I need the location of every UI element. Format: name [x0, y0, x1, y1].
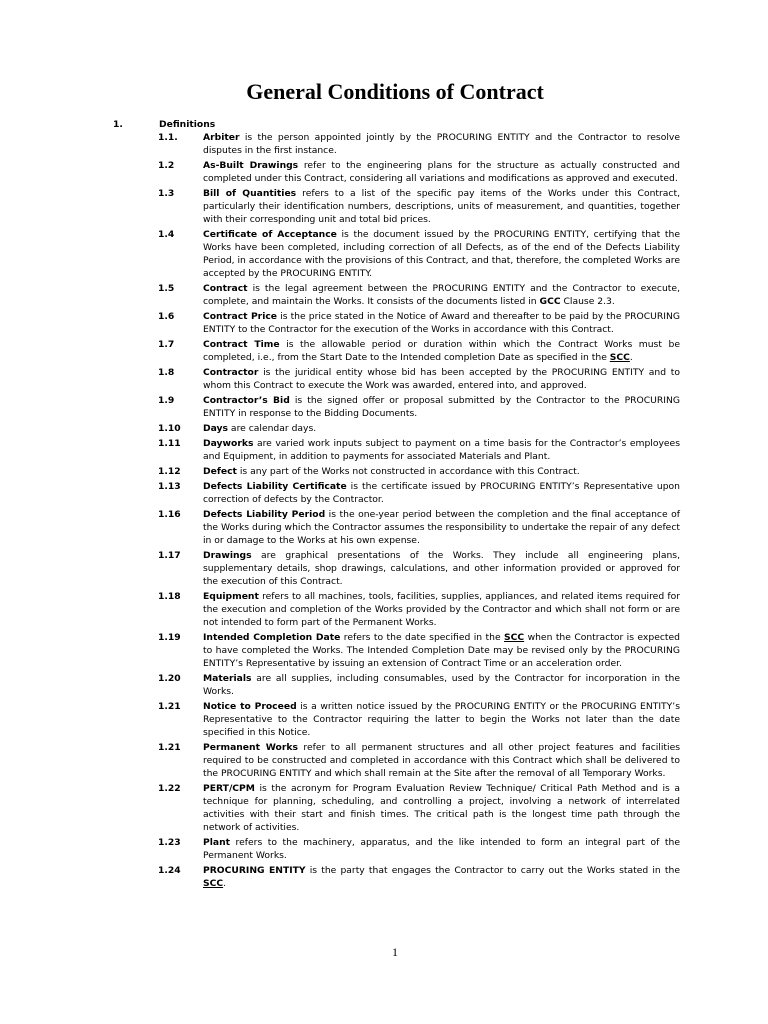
definition-item — [158, 631, 680, 670]
definition-term: Contract — [203, 283, 248, 294]
definition-term: Defect — [203, 466, 237, 477]
clause-reference: SCC — [203, 878, 224, 889]
definition-number: 1.4 — [158, 229, 175, 240]
definition-body: is a written notice issued by the PROCURING ENTITY or the PROCURING ENTITY’s Representative to the Contractor requiring the latter to begin the Works not later than the date specified in this Notice. — [203, 701, 680, 738]
definition-number: 1.13 — [158, 481, 181, 492]
definitions-list — [158, 131, 680, 892]
definition-text — [203, 782, 680, 834]
definition-term: Contract Time — [203, 339, 280, 350]
definition-number: 1.5 — [158, 283, 175, 294]
definition-number: 1.17 — [158, 550, 181, 561]
definition-text — [203, 864, 680, 890]
definition-term: Contract Price — [203, 311, 278, 322]
definition-item — [158, 549, 680, 588]
section-number: 1. — [113, 119, 123, 130]
definition-item — [158, 394, 680, 420]
definition-number: 1.3 — [158, 188, 175, 199]
definition-text — [203, 480, 680, 506]
definition-text — [203, 672, 680, 698]
definition-tail: . — [223, 878, 227, 889]
definition-item — [158, 282, 680, 308]
definition-text — [203, 282, 680, 308]
definition-text — [203, 590, 680, 629]
definition-number: 1.18 — [158, 591, 181, 602]
clause-reference: SCC — [609, 352, 630, 363]
definition-term: Days — [203, 423, 229, 434]
definition-item — [158, 131, 680, 157]
page-title: General Conditions of Contract — [246, 79, 544, 104]
clause-reference: SCC — [504, 632, 525, 643]
definition-body: is the acronym for Program Evaluation Review Technique/ Critical Path Method and is a technique for planning, scheduling, and controlling a project, involving a network of interrelated activities with their start and finish times. The critical path is the longest time path through the network of activities. — [203, 783, 680, 833]
definition-item — [158, 700, 680, 739]
definition-number: 1.16 — [158, 509, 181, 520]
definition-term: Materials — [203, 673, 252, 684]
page-number: 1 — [392, 945, 398, 959]
definition-number: 1.22 — [158, 783, 181, 794]
definition-text — [203, 228, 680, 280]
definition-body: is the one-year period between the completion and the final acceptance of the Works during which the Contractor assumes the responsibility to undertake the repair of any defect in or damage to the Works at his own expense. — [203, 509, 680, 546]
definition-body: are calendar days. — [228, 423, 317, 434]
definition-term: Plant — [203, 837, 231, 848]
definition-item — [158, 672, 680, 698]
definition-body: is the signed offer or proposal submitted by the Contractor to the PROCURING ENTITY in response to the Bidding Documents. — [203, 395, 680, 419]
definition-term: PROCURING ENTITY — [203, 865, 306, 876]
definition-body: is the document issued by the PROCURING ENTITY, certifying that the Works have been completed, including correction of all Defects, as of the end of the Defects Liability Period, in accordance with the provisions of this Contract, and that, therefore, the completed Works are accepted by the PROCURING ENTITY. — [203, 229, 680, 279]
definition-body: is the legal agreement between the PROCURING ENTITY and the Contractor to execute, complete, and maintain the Works. It consists of the documents listed in — [203, 283, 680, 307]
definition-item — [158, 310, 680, 336]
definition-text — [203, 131, 680, 157]
definition-item — [158, 366, 680, 392]
definition-body: are all supplies, including consumables, used by the Contractor for incorporation in the Works. — [203, 673, 680, 697]
definition-body: is the juridical entity whose bid has been accepted by the PROCURING ENTITY and to whom this Contract to execute the Work was awarded, entered into, and approved. — [203, 367, 680, 391]
definition-text — [203, 338, 680, 364]
definition-number: 1.19 — [158, 632, 181, 643]
definition-item — [158, 338, 680, 364]
definition-body: refer to the engineering plans for the structure as actually constructed and completed under this Contract, considering all variations and modifications as approved and executed. — [203, 160, 680, 184]
definition-tail: . — [629, 352, 633, 363]
definition-body: is any part of the Works not constructed in accordance with this Contract. — [236, 466, 580, 477]
definition-body: refers to the machinery, apparatus, and the like intended to form an integral part of the Permanent Works. — [203, 837, 680, 861]
definition-body: are graphical presentations of the Works. They include all engineering plans, supplementary details, shop drawings, calculations, and other information provided or approved for the execution of this Contract. — [203, 550, 680, 587]
definition-text — [203, 187, 680, 226]
definition-text — [203, 159, 680, 185]
definition-term: Contractor’s Bid — [203, 395, 290, 406]
definition-body: is the price stated in the Notice of Award and thereafter to be paid by the PROCURING ENTITY to the Contractor for the execution of the Works in accordance with this Contract. — [203, 311, 680, 335]
definition-number: 1.21 — [158, 701, 181, 712]
definition-text — [203, 465, 680, 478]
definition-item — [158, 864, 680, 890]
definition-number: 1.24 — [158, 865, 181, 876]
definition-term: Bill of Quantities — [203, 188, 297, 199]
definition-text — [203, 700, 680, 739]
definition-text — [203, 549, 680, 588]
definition-item — [158, 836, 680, 862]
definition-text — [203, 631, 680, 670]
definition-term: Defects Liability Certificate — [203, 481, 347, 492]
definition-text — [203, 366, 680, 392]
definition-item — [158, 782, 680, 834]
definition-term: Notice to Proceed — [203, 701, 297, 712]
clause-reference: GCC — [539, 296, 561, 307]
definition-text — [203, 836, 680, 862]
definition-term: Permanent Works — [203, 742, 298, 753]
definition-term: Drawings — [203, 550, 252, 561]
definition-number: 1.8 — [158, 367, 175, 378]
definition-term: PERT/CPM — [203, 783, 255, 794]
definition-body: refer to all permanent structures and all other project features and facilities required to be constructed and completed in accordance with this Contract which shall be delivered to the PROCURING ENTITY and which shall remain at the Site after the removal of all Temporary Works. — [203, 742, 681, 779]
definition-number: 1.6 — [158, 311, 175, 322]
definition-number: 1.20 — [158, 673, 181, 684]
definition-body: refers to the date specified in the — [340, 632, 505, 643]
definition-term: As-Built Drawings — [203, 160, 299, 171]
definition-item — [158, 590, 680, 629]
definition-text — [203, 394, 680, 420]
definition-body: is the allowable period or duration within which the Contract Works must be completed, i.e., from the Start Date to the Intended completion Date as specified in the — [203, 339, 680, 363]
definition-number: 1.23 — [158, 837, 181, 848]
definition-body: are varied work inputs subject to payment on a time basis for the Contractor’s employees and Equipment, in addition to payments for associated Materials and Plant. — [203, 438, 680, 462]
definition-text — [203, 508, 680, 547]
definition-term: Dayworks — [203, 438, 254, 449]
definition-number: 1.2 — [158, 160, 175, 171]
definition-item — [158, 508, 680, 547]
definition-number: 1.1. — [158, 132, 178, 143]
definition-item — [158, 187, 680, 226]
definition-term: Equipment — [203, 591, 259, 602]
definition-number: 1.9 — [158, 395, 175, 406]
definition-item — [158, 480, 680, 506]
definition-text — [203, 422, 680, 435]
definition-item — [158, 465, 680, 478]
definition-item — [158, 741, 680, 780]
definition-number: 1.11 — [158, 438, 181, 449]
definition-item — [158, 437, 680, 463]
definition-text — [203, 310, 680, 336]
definition-term: Arbiter — [203, 132, 240, 143]
definition-item — [158, 228, 680, 280]
definition-text — [203, 741, 680, 780]
definition-term: Certificate of Acceptance — [203, 229, 337, 240]
definition-text — [203, 437, 680, 463]
definition-tail: when the Contractor is expected to have completed the Works. The Intended Completion Date may be revised only by the PROCURING ENTITY’s Representative by issuing an extension of Contract Time or an acceleration order. — [203, 632, 680, 669]
definition-body: refers to all machines, tools, facilities, supplies, appliances, and related items required for the execution and completion of the Works provided by the Contractor and which shall not form or are not intended to form part of the Permanent Works. — [203, 591, 680, 628]
definition-number: 1.12 — [158, 466, 181, 477]
definition-item — [158, 159, 680, 185]
definition-tail: Clause 2.3. — [560, 296, 615, 307]
definition-body: is the person appointed jointly by the PROCURING ENTITY and the Contractor to resolve disputes in the first instance. — [203, 132, 680, 156]
definition-number: 1.7 — [158, 339, 175, 350]
definition-item — [158, 422, 680, 435]
definition-body: is the certificate issued by PROCURING ENTITY’s Representative upon correction of defects by the Contractor. — [203, 481, 680, 505]
definition-number: 1.21 — [158, 742, 181, 753]
definition-body: is the party that engages the Contractor to carry out the Works stated in the — [305, 865, 680, 876]
definition-term: Intended Completion Date — [203, 632, 341, 643]
definition-term: Contractor — [203, 367, 259, 378]
section-title: Definitions — [159, 119, 216, 130]
definition-term: Defects Liability Period — [203, 509, 326, 520]
definition-body: refers to a list of the specific pay items of the Works under this Contract, particularly their identification numbers, descriptions, units of measurement, and quantities, together with their corresponding unit and total bid prices. — [203, 188, 680, 225]
definition-number: 1.10 — [158, 423, 181, 434]
